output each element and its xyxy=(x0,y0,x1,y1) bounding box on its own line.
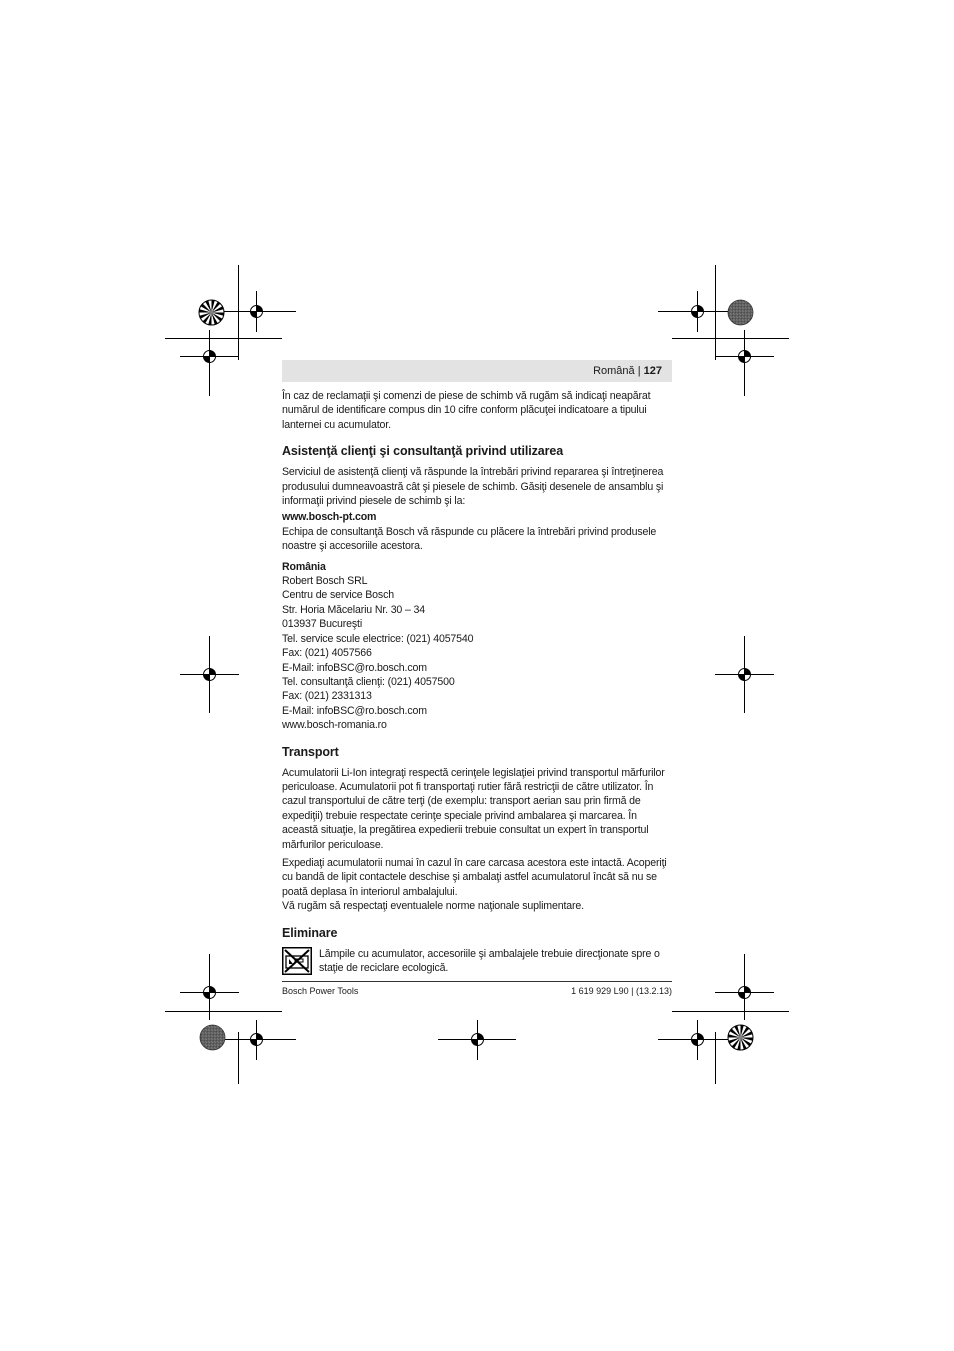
footer-brand: Bosch Power Tools xyxy=(282,986,359,996)
email-link[interactable]: E-Mail: infoBSC@ro.bosch.com xyxy=(282,704,427,717)
page-number: 127 xyxy=(643,365,662,377)
page-header-text xyxy=(593,364,662,378)
address-line: Tel. consultanţă clienţi: (021) 4057500 xyxy=(282,675,455,688)
address-line: Str. Horia Măcelariu Nr. 30 – 34 xyxy=(282,603,425,616)
footer-rule xyxy=(282,981,672,982)
disposal-text: Lămpile cu acumulator, accesoriile şi ambalajele trebuie direcţionate spre o staţie de reciclare ecologică. xyxy=(319,947,660,974)
disposal-row xyxy=(282,947,674,976)
address-line: Centru de service Bosch xyxy=(282,589,394,602)
footer-document-id: 1 619 929 L90 | (13.2.13) xyxy=(571,986,672,996)
address-line: Fax: (021) 2331313 xyxy=(282,690,372,703)
disposal-heading: Eliminare xyxy=(282,925,338,940)
support-heading: Asistenţă clienţi şi consultanţă privind utilizarea xyxy=(282,444,564,459)
transport-paragraph-1: Acumulatorii Li-Ion integraţi respectă cerinţele legislaţiei privind transportul mărfurilor periculoase. Acumulatorii pot fi transportaţi rutier fără restricţii de către utilizator. În cazul transportului de către terţi (de exemplu: transport aerian sau prin firmă de expediţii) trebuie respectate cerinţe speciale privind ambalarea şi marcarea. În această situaţie, la pregătirea expedierii trebuie consultat un expert în transportul mărfurilor periculoase. xyxy=(282,766,665,851)
country-label: România xyxy=(282,560,326,573)
transport-heading: Transport xyxy=(282,744,339,759)
page-header xyxy=(282,360,672,382)
address-line: Tel. service scule electrice: (021) 4057540 xyxy=(282,632,474,645)
email-link[interactable]: E-Mail: infoBSC@ro.bosch.com xyxy=(282,661,427,674)
transport-paragraph-3: Vă rugăm să respectaţi eventualele norme naţionale suplimentare. xyxy=(282,900,584,913)
intro-paragraph: În caz de reclamaţii şi comenzi de piese de schimb vă rugăm să indicaţi neapărat numărul de identificare compus din 10 cifre conform plăcuţei indicatoare a tipului lanternei cu acumulator. xyxy=(282,390,651,431)
support-paragraph-1: Serviciul de asistenţă clienţi vă răspunde la întrebări privind repararea şi întreţinerea produsului dumneavoastră cât şi piesele de schimb. Găsiţi desenele de ansamblu şi informaţii privind piesele de schimb şi la: xyxy=(282,466,664,508)
website-link[interactable]: www.bosch-romania.ro xyxy=(282,719,387,732)
header-language: Română xyxy=(593,365,635,377)
support-paragraph-2: Echipa de consultanţă Bosch vă răspunde cu plăcere la întrebări privind produsele noastre şi accesoriile acestora. xyxy=(282,525,657,553)
address-block xyxy=(282,574,674,732)
address-line: Fax: (021) 4057566 xyxy=(282,647,372,660)
transport-paragraph-2: Expediaţi acumulatorii numai în cazul în care carcasa acestora este intactă. Acoperiţi cu bandă de lipit contactele deschise şi ambalaţi astfel acumulatorul încât să nu se poată deplasa în interiorul ambalajului. xyxy=(282,856,667,898)
page-content xyxy=(282,389,674,975)
address-line: Robert Bosch SRL xyxy=(282,575,368,588)
battery-recycling-icon xyxy=(282,947,312,975)
address-line: 013937 Bucureşti xyxy=(282,618,363,631)
header-separator: | xyxy=(637,365,641,377)
website-link[interactable]: www.bosch-pt.com xyxy=(282,511,377,524)
